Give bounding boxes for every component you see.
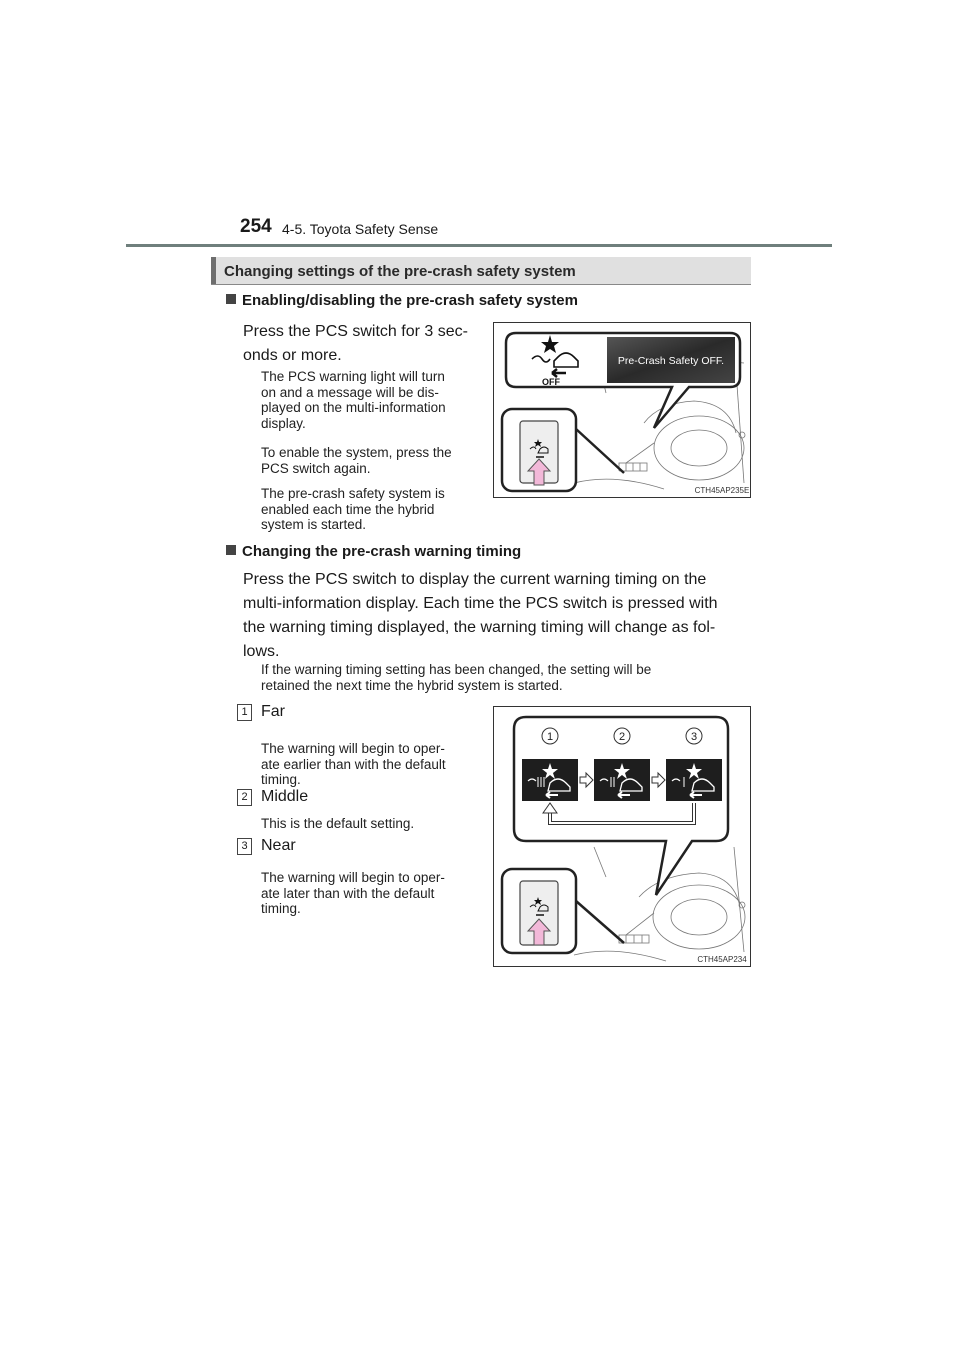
note-line: display. [261,415,306,431]
desc-line: The warning will begin to oper- [261,870,445,885]
timing-instruction-line: lows. [243,643,280,660]
note-line: played on the multi-information [261,400,446,415]
timing-item-far [237,700,285,724]
enable-instruction-line: Press the PCS switch for 3 sec- [243,323,468,340]
figure-code: CTH45AP235E [694,486,750,495]
dashboard-sketch [574,847,745,961]
timing-instruction-line: multi-information display. Each time the PCS switch is pressed with [243,595,718,612]
timing-instruction-line: Press the PCS switch to display the current warning timing on the [243,571,707,588]
timing-item-near-desc [261,870,483,917]
timing-item-far-desc [261,741,483,788]
desc-line: timing. [261,772,301,787]
note-line: enabled each time the hybrid [261,501,435,517]
pcs-off-illustration [494,323,750,497]
timing-panel-middle [594,759,650,801]
subsection-heading-timing-text: Changing the pre-crash warning timing [242,543,522,560]
enable-note-2 [261,445,483,476]
note-line: PCS switch again. [261,460,371,476]
enable-instruction-line: onds or more. [243,347,342,364]
desc-line: timing. [261,901,301,916]
desc-line: This is the default setting. [261,816,415,831]
item-number: 3 [237,838,252,855]
callout-number-3: 3 [690,731,698,743]
timing-panel-far [522,759,578,801]
callout-line [574,441,624,475]
timing-instruction [243,568,753,664]
desc-line: The warning will begin to oper- [261,741,445,756]
enable-instruction [243,320,483,368]
subsection-heading-enable-text: Enabling/disabling the pre-crash safety system [242,292,578,309]
note-line: If the warning timing setting has been changed, the setting will be [261,662,652,677]
timing-item-near [237,834,296,858]
header-rule [126,244,832,247]
subsection-heading-timing [226,543,521,560]
callout-line [576,429,624,473]
timing-instruction-line: the warning timing displayed, the warning timing will change as fol- [243,619,716,636]
screen-message: Pre-Crash Safety OFF. [617,355,725,367]
subsection-heading-enable [226,292,578,309]
figure-warning-timing [493,706,751,967]
desc-line: ate earlier than with the default [261,756,446,772]
figure-code: CTH45AP234 [697,955,747,964]
section-title: Changing settings of the pre-crash safety system [224,263,576,280]
desc-line: ate later than with the default [261,885,435,901]
chapter-title: 4-5. Toyota Safety Sense [282,221,439,237]
item-label: Near [261,837,296,854]
callout-number-1: 1 [546,731,554,743]
item-label: Far [261,703,285,720]
note-line: system is started. [261,517,367,532]
callout-number-2: 2 [618,731,626,743]
callout-line [576,901,624,943]
note-line: on and a message will be dis- [261,384,439,400]
note-line: To enable the system, press the [261,445,452,460]
square-bullet-icon [226,545,236,555]
timing-item-middle-desc [261,816,483,832]
warning-timing-illustration [494,707,750,966]
item-label: Middle [261,788,309,805]
timing-note [261,662,751,693]
timing-panel-near [666,759,722,801]
timing-item-middle [237,785,308,809]
note-line: The PCS warning light will turn [261,369,445,384]
off-label: OFF [542,377,560,387]
enable-note-3 [261,486,483,533]
enable-note-1 [261,369,483,431]
page-number: 254 [240,216,272,237]
square-bullet-icon [226,294,236,304]
figure-pcs-off [493,322,751,498]
note-line: retained the next time the hybrid system is started. [261,677,563,693]
item-number: 2 [237,789,252,806]
item-number: 1 [237,704,252,721]
section-bar-underline [211,284,751,285]
note-line: The pre-crash safety system is [261,486,445,501]
